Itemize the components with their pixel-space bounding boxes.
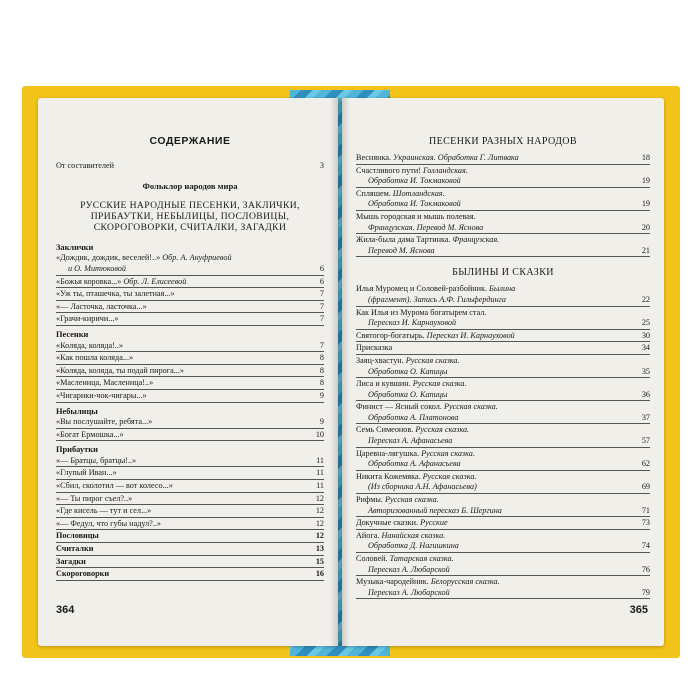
entry-title: Соловей. bbox=[356, 554, 388, 563]
entry-text bbox=[56, 544, 302, 555]
entry-title: «Масленица, Масленица!..» bbox=[56, 378, 154, 388]
entry-page: 35 bbox=[641, 366, 650, 376]
entry-page: 76 bbox=[641, 564, 650, 574]
entry-title: Жила-была дама Тартинка. bbox=[356, 235, 451, 245]
entry-note-continued: Обработка О. Капицы bbox=[368, 389, 448, 399]
entry-page: 19 bbox=[641, 199, 650, 209]
toc-category: Заклички bbox=[56, 242, 94, 252]
entry-note: Обр. Л. Елисеевой bbox=[123, 276, 187, 286]
toc-entry[interactable] bbox=[56, 302, 324, 314]
entry-page: 12 bbox=[315, 506, 324, 516]
entry-title: «— Федул, что губы надул?..» bbox=[56, 518, 162, 528]
entry-note: Русская сказка. bbox=[412, 379, 467, 389]
entry-title: «Уж ты, пташечка, ты залетная...» bbox=[56, 289, 175, 299]
entry-page: 36 bbox=[641, 389, 650, 399]
entry-page: 74 bbox=[641, 541, 650, 551]
entry-text bbox=[356, 153, 628, 164]
entry-title: Счастливого пути! bbox=[356, 165, 421, 175]
entry-title: Лиса и кувшин. bbox=[356, 379, 411, 389]
entry-note: Татарская сказка. bbox=[389, 554, 454, 563]
entry-text bbox=[56, 569, 302, 580]
section-title: Фольклор народов мира bbox=[142, 181, 238, 192]
toc-entry[interactable] bbox=[56, 366, 324, 378]
entry-note-continued: Обработка О. Капицы bbox=[368, 366, 448, 376]
entry-page: 9 bbox=[319, 417, 324, 427]
entry-text bbox=[56, 430, 302, 441]
toc-entry[interactable] bbox=[356, 284, 650, 306]
entry-note-continued: (Из сборника А.Н. Афанасьева) bbox=[368, 482, 477, 492]
entry-text bbox=[356, 425, 628, 446]
toc-entry[interactable] bbox=[56, 417, 324, 429]
entry-title: «Как пошла коляда...» bbox=[56, 353, 134, 363]
entry-text bbox=[56, 391, 302, 402]
book-gutter bbox=[330, 98, 350, 646]
left-page bbox=[38, 98, 338, 646]
entry-note: Русская сказка. bbox=[385, 495, 439, 505]
toc-entry[interactable] bbox=[356, 518, 650, 530]
entry-note: Обр. А. Ануфриевой bbox=[162, 253, 232, 263]
entry-text bbox=[356, 379, 628, 400]
toc-entry[interactable] bbox=[356, 343, 650, 355]
entry-text bbox=[56, 506, 302, 517]
toc-entry[interactable] bbox=[56, 277, 324, 289]
entry-note: Шотландская. bbox=[392, 188, 445, 198]
entry-page: 20 bbox=[641, 222, 650, 232]
entry-text bbox=[356, 235, 628, 256]
entry-title: Рифмы. bbox=[356, 495, 383, 505]
page-number-right: 365 bbox=[629, 604, 648, 616]
entry-text bbox=[56, 456, 302, 467]
entry-note: Украинская. Обработка Г. Литвака bbox=[393, 153, 519, 162]
entry-page: 8 bbox=[319, 378, 324, 388]
entry-title: «Чигарики-чок-чигары...» bbox=[56, 390, 147, 400]
entry-note: Русские bbox=[420, 518, 448, 528]
toc-entry[interactable] bbox=[56, 569, 324, 581]
entry-title: Спляшем. bbox=[356, 188, 391, 198]
toc-entry[interactable] bbox=[356, 212, 650, 234]
toc-entry-intro[interactable] bbox=[56, 161, 324, 172]
right-page bbox=[342, 98, 664, 646]
entry-note: Русская сказка. bbox=[421, 448, 475, 458]
entry-page: 57 bbox=[641, 436, 650, 446]
entry-text bbox=[356, 495, 628, 516]
toc-entry[interactable] bbox=[356, 153, 650, 165]
entry-text bbox=[356, 554, 628, 575]
entry-text bbox=[56, 531, 302, 542]
toc-groups bbox=[56, 243, 324, 531]
left-toc bbox=[56, 136, 324, 582]
entry-text bbox=[356, 343, 628, 354]
entry-title: Пословицы bbox=[56, 531, 99, 541]
entry-page: 16 bbox=[315, 569, 324, 579]
entry-title: Святогор-богатырь. bbox=[356, 330, 425, 340]
toc-entry[interactable] bbox=[56, 289, 324, 301]
entry-title: Финист — Ясный сокол. bbox=[356, 402, 442, 412]
toc-entry[interactable] bbox=[56, 353, 324, 365]
entry-text bbox=[56, 353, 302, 364]
subsection-title: РУССКИЕ НАРОДНЫЕ ПЕСЕНКИ, ЗАКЛИЧКИ, ПРИБАУТКИ, НЕБЫЛИЦЫ, ПОСЛОВИЦЫ, СКОРОГОВОРКИ, СЧИТАЛКИ, ЗАГАДКИ bbox=[80, 199, 300, 233]
toc-entry[interactable] bbox=[56, 557, 324, 569]
entry-note: Французская. bbox=[452, 235, 500, 245]
toc-entry[interactable] bbox=[56, 378, 324, 390]
entry-page: 8 bbox=[319, 353, 324, 363]
entry-page: 7 bbox=[319, 289, 324, 299]
entry-text bbox=[56, 253, 302, 274]
toc-entry[interactable] bbox=[356, 235, 650, 257]
entry-text bbox=[56, 302, 302, 313]
entry-note-continued: Пересказ А. Любарской bbox=[368, 587, 450, 597]
entry-title: «— Братцы, братцы!..» bbox=[56, 455, 137, 465]
entry-text bbox=[56, 519, 302, 530]
entry-page: 71 bbox=[641, 505, 650, 515]
entry-note-continued: Обработка И. Токмаковой bbox=[368, 176, 461, 186]
songs-section-title: ПЕСЕНКИ РАЗНЫХ НАРОДОВ bbox=[428, 136, 577, 147]
entry-note: Русская сказка. bbox=[422, 471, 477, 481]
entry-text bbox=[56, 366, 302, 377]
toc-category: Небылицы bbox=[56, 406, 98, 416]
entry-page: 15 bbox=[315, 556, 324, 566]
toc-entry[interactable] bbox=[56, 430, 324, 442]
entry-page: 9 bbox=[319, 390, 324, 400]
entry-text bbox=[56, 341, 302, 352]
right-toc bbox=[356, 130, 650, 600]
entry-title: Семь Симеонов. bbox=[356, 425, 414, 435]
entry-title: Докучные сказки. bbox=[356, 518, 419, 528]
entry-note-continued: Обработка И. Токмаковой bbox=[368, 199, 461, 209]
toc-entry[interactable] bbox=[356, 356, 650, 378]
toc-entry[interactable] bbox=[356, 308, 650, 330]
toc-entry[interactable] bbox=[356, 166, 650, 188]
entry-note-continued: Пересказ А. Афанасьева bbox=[368, 436, 453, 446]
entry-page: 34 bbox=[641, 343, 650, 353]
toc-entry[interactable] bbox=[356, 331, 650, 343]
entry-page: 73 bbox=[641, 518, 650, 528]
entry-note-continued: Авторизованный пересказ Б. Шергина bbox=[368, 505, 502, 515]
entry-page: 79 bbox=[641, 587, 650, 597]
entry-page: 6 bbox=[319, 276, 324, 286]
entry-title: «Коляда, коляда!..» bbox=[56, 340, 123, 350]
entry-note-continued: (фрагмент). Запись А.Ф. Гильфердинга bbox=[368, 294, 506, 304]
entry-note-continued: Обработка Д. Нагишкина bbox=[368, 541, 459, 551]
toc-entry[interactable] bbox=[356, 379, 650, 401]
toc-entry[interactable] bbox=[56, 519, 324, 531]
entry-page: 12 bbox=[315, 531, 324, 541]
entry-title: «Коляда, коляда, ты подай пирога...» bbox=[56, 365, 184, 375]
toc-entry[interactable] bbox=[56, 341, 324, 353]
entry-text bbox=[56, 289, 302, 300]
entry-page: 6 bbox=[319, 263, 324, 273]
entry-title: «Богат Ермошка...» bbox=[56, 429, 124, 439]
entry-note-continued: Обработка А. Афанасьева bbox=[368, 459, 461, 469]
entry-page: 62 bbox=[641, 459, 650, 469]
entry-text bbox=[356, 449, 628, 470]
entry-title: «Вы послушайте, ребята...» bbox=[56, 417, 153, 427]
toc-category: Песенки bbox=[56, 329, 89, 339]
entry-text bbox=[56, 417, 302, 428]
entry-title: «Дождик, дождик, веселей!..» bbox=[56, 253, 161, 263]
entry-title: Мышь городская и мышь полевая. bbox=[356, 211, 476, 221]
toc-entry[interactable] bbox=[356, 189, 650, 211]
entry-title: «— Ласточка, ласточка...» bbox=[56, 301, 147, 311]
entry-note-continued: Перевод М. Яснова bbox=[368, 245, 435, 255]
toc-entry[interactable] bbox=[56, 494, 324, 506]
entry-page: 7 bbox=[319, 301, 324, 311]
toc-entry[interactable] bbox=[356, 531, 650, 553]
entry-page: 19 bbox=[641, 176, 650, 186]
toc-entry[interactable] bbox=[356, 402, 650, 424]
entry-text bbox=[356, 284, 628, 305]
entry-text bbox=[356, 577, 628, 598]
toc-category: Прибаутки bbox=[56, 445, 98, 455]
entry-title: «Сбил, сколотил — вот колесо...» bbox=[56, 481, 173, 491]
entry-text bbox=[356, 308, 628, 329]
entry-note: Русская сказка. bbox=[415, 425, 470, 435]
entry-text bbox=[356, 531, 628, 552]
entry-note: Нанайская сказка. bbox=[381, 530, 446, 540]
toc-entry[interactable] bbox=[56, 481, 324, 493]
entry-note-continued: Пересказ А. Любарской bbox=[368, 564, 450, 574]
entry-page: 11 bbox=[316, 455, 324, 465]
entry-page: 18 bbox=[641, 153, 650, 162]
page-number-left: 364 bbox=[56, 604, 75, 616]
entry-title: «Глупый Иван...» bbox=[56, 468, 117, 478]
toc-entry[interactable] bbox=[56, 544, 324, 556]
entry-text bbox=[356, 189, 628, 210]
entry-note: Белорусская сказка. bbox=[430, 577, 500, 587]
entry-text bbox=[356, 402, 628, 423]
entry-page: 7 bbox=[319, 314, 324, 324]
entry-text bbox=[356, 331, 628, 342]
toc-entry[interactable] bbox=[56, 391, 324, 403]
entry-title: От составителей bbox=[56, 160, 114, 170]
toc-entry[interactable] bbox=[56, 531, 324, 543]
entry-note-continued: Обработка А. Платонова bbox=[368, 412, 459, 422]
toc-entry[interactable] bbox=[356, 425, 650, 447]
entry-text bbox=[356, 518, 628, 529]
entry-title: Присказка bbox=[356, 343, 393, 353]
entry-title: Музыка-чародейник. bbox=[356, 577, 429, 587]
entry-title: Загадки bbox=[56, 556, 86, 566]
toc-entry[interactable] bbox=[56, 253, 324, 275]
toc-entry[interactable] bbox=[356, 495, 650, 517]
entry-text bbox=[56, 378, 302, 389]
entry-title: «Божья коровка...» bbox=[56, 276, 122, 286]
toc-entry[interactable] bbox=[356, 577, 650, 599]
entry-note: Былина bbox=[489, 284, 516, 294]
entry-page: 3 bbox=[319, 160, 324, 170]
songs-list bbox=[356, 153, 650, 257]
entry-text bbox=[356, 166, 628, 187]
entry-page: 11 bbox=[316, 481, 324, 491]
entry-text bbox=[356, 356, 628, 377]
toc-entry[interactable] bbox=[56, 468, 324, 480]
entry-text bbox=[356, 212, 628, 233]
toc-heading: СОДЕРЖАНИЕ bbox=[149, 135, 231, 147]
entry-note: Голландская. bbox=[423, 165, 468, 175]
entry-title: Илья Муромец и Соловей-разбойник. bbox=[356, 284, 487, 294]
toc-tail bbox=[56, 531, 324, 580]
entry-page: 21 bbox=[641, 245, 650, 255]
entry-note: Русская сказка. bbox=[443, 402, 498, 412]
entry-page: 69 bbox=[641, 482, 650, 492]
entry-title: «Где кисель — тут и сел...» bbox=[56, 506, 152, 516]
toc-entry[interactable] bbox=[356, 472, 650, 494]
tales-list bbox=[356, 284, 650, 599]
entry-title: «Грачи-киричи...» bbox=[56, 314, 119, 324]
bylina-section-title: БЫЛИНЫ И СКАЗКИ bbox=[452, 267, 554, 279]
entry-title: Считалки bbox=[56, 544, 94, 554]
toc-entry[interactable] bbox=[56, 314, 324, 326]
entry-page: 12 bbox=[315, 518, 324, 528]
entry-title: Никита Кожемяка. bbox=[356, 471, 421, 481]
toc-entry[interactable] bbox=[356, 449, 650, 471]
entry-text bbox=[56, 557, 302, 568]
toc-entry[interactable] bbox=[356, 554, 650, 576]
entry-page: 10 bbox=[315, 429, 324, 439]
entry-title: Скороговорки bbox=[56, 569, 110, 579]
entry-text bbox=[56, 277, 302, 288]
entry-text bbox=[56, 481, 302, 492]
entry-text bbox=[56, 314, 302, 325]
entry-note: Русская сказка. bbox=[405, 355, 460, 365]
entry-note-continued: Пересказ И. Карнауховой bbox=[368, 318, 457, 328]
toc-entry[interactable] bbox=[56, 506, 324, 518]
entry-title: Веснянка. bbox=[356, 153, 391, 162]
entry-note-continued: Французская. Перевод М. Яснова bbox=[368, 222, 484, 232]
entry-title: Заяц-хвастун. bbox=[356, 355, 404, 365]
entry-page: 22 bbox=[641, 294, 650, 304]
entry-title: Царевна-лягушка. bbox=[356, 448, 420, 458]
entry-title: Как Илья из Мурома богатырем стал. bbox=[356, 307, 487, 317]
entry-text bbox=[56, 494, 302, 505]
entry-title: «— Ты пирог съел?..» bbox=[56, 493, 133, 503]
entry-text bbox=[356, 472, 628, 493]
entry-page: 25 bbox=[641, 318, 650, 328]
entry-page: 8 bbox=[319, 365, 324, 375]
entry-page: 12 bbox=[315, 493, 324, 503]
entry-page: 13 bbox=[315, 544, 324, 554]
entry-text bbox=[56, 468, 302, 479]
entry-page: 37 bbox=[641, 412, 650, 422]
entry-page: 30 bbox=[641, 330, 650, 340]
entry-title: Айога. bbox=[356, 530, 380, 540]
entry-page: 7 bbox=[319, 340, 324, 350]
entry-note-continued: и О. Митюковой bbox=[68, 263, 126, 273]
entry-page: 11 bbox=[316, 468, 324, 478]
toc-entry[interactable] bbox=[56, 456, 324, 468]
entry-note: Пересказ И. Карнауховой bbox=[426, 330, 515, 340]
